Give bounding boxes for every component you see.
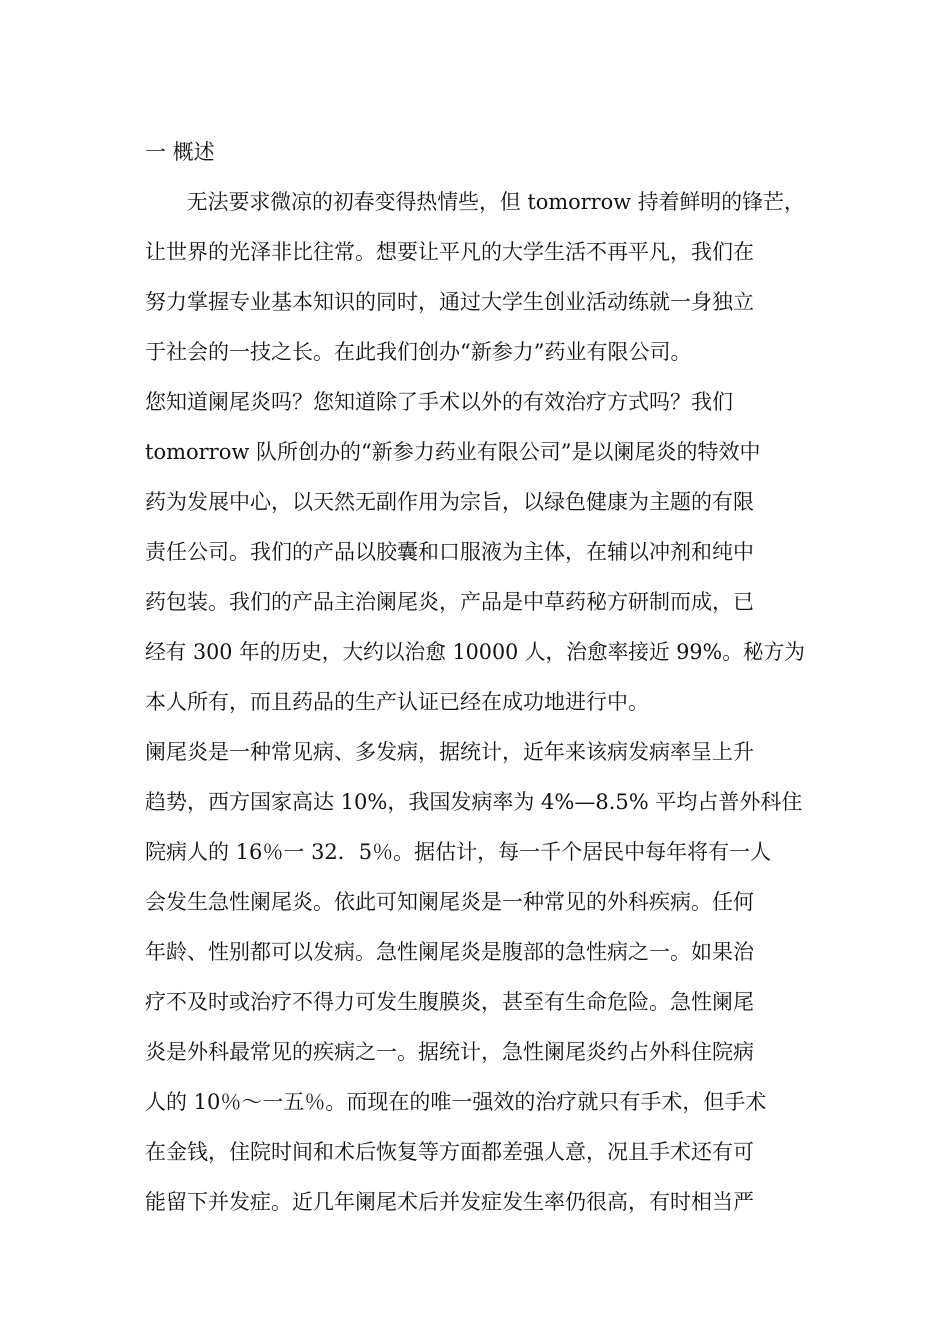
paragraph-line: 会发生急性阑尾炎。依此可知阑尾炎是一种常见的外科疾病。任何 [145, 890, 754, 914]
paragraph-line: 于社会的一技之长。在此我们创办“新参力”药业有限公司。 [145, 340, 692, 364]
paragraph-line: 努力掌握专业基本知识的同时，通过大学生创业活动练就一身独立 [145, 290, 754, 314]
paragraph-line: 趋势，西方国家高达 10%，我国发病率为 4%—8.5% 平均占普外科住 [145, 790, 803, 814]
paragraph-line: 阑尾炎是一种常见病、多发病，据统计，近年来该病发病率呈上升 [145, 740, 754, 764]
paragraph-line: 责任公司。我们的产品以胶囊和口服液为主体，在辅以冲剂和纯中 [145, 540, 754, 564]
paragraph-line: 院病人的 16％一 32．5％。据估计，每一千个居民中每年将有一人 [145, 840, 772, 864]
paragraph-line: 在金钱，住院时间和术后恢复等方面都差强人意，况且手术还有可 [145, 1140, 754, 1164]
paragraph-line: 药包装。我们的产品主治阑尾炎，产品是中草药秘方研制而成，已 [145, 590, 754, 614]
paragraph-line: 年龄、性别都可以发病。急性阑尾炎是腹部的急性病之一。如果治 [145, 940, 754, 964]
paragraph-line: tomorrow 队所创办的“新参力药业有限公司”是以阑尾炎的特效中 [145, 440, 761, 464]
paragraph-line: 炎是外科最常见的疾病之一。据统计，急性阑尾炎约占外科住院病 [145, 1040, 754, 1064]
paragraph-line: 本人所有，而且药品的生产认证已经在成功地进行中。 [145, 690, 649, 714]
paragraph-line: 无法要求微凉的初春变得热情些，但 tomorrow 持着鲜明的锋芒， [145, 190, 805, 214]
section-heading: 一 概述 [145, 140, 215, 164]
paragraph-line: 药为发展中心，以天然无副作用为宗旨，以绿色健康为主题的有限 [145, 490, 754, 514]
paragraph-line: 让世界的光泽非比往常。想要让平凡的大学生活不再平凡，我们在 [145, 240, 754, 264]
paragraph-line: 人的 10％～一五％。而现在的唯一强效的治疗就只有手术，但手术 [145, 1090, 767, 1114]
paragraph-line: 经有 300 年的历史，大约以治愈 10000 人，治愈率接近 99%。秘方为 [145, 640, 805, 664]
paragraph-line: 疗不及时或治疗不得力可发生腹膜炎，甚至有生命危险。急性阑尾 [145, 990, 754, 1014]
paragraph-line: 能留下并发症。近几年阑尾术后并发症发生率仍很高，有时相当严 [145, 1190, 754, 1214]
paragraph-line: 您知道阑尾炎吗？您知道除了手术以外的有效治疗方式吗？我们 [145, 390, 733, 414]
